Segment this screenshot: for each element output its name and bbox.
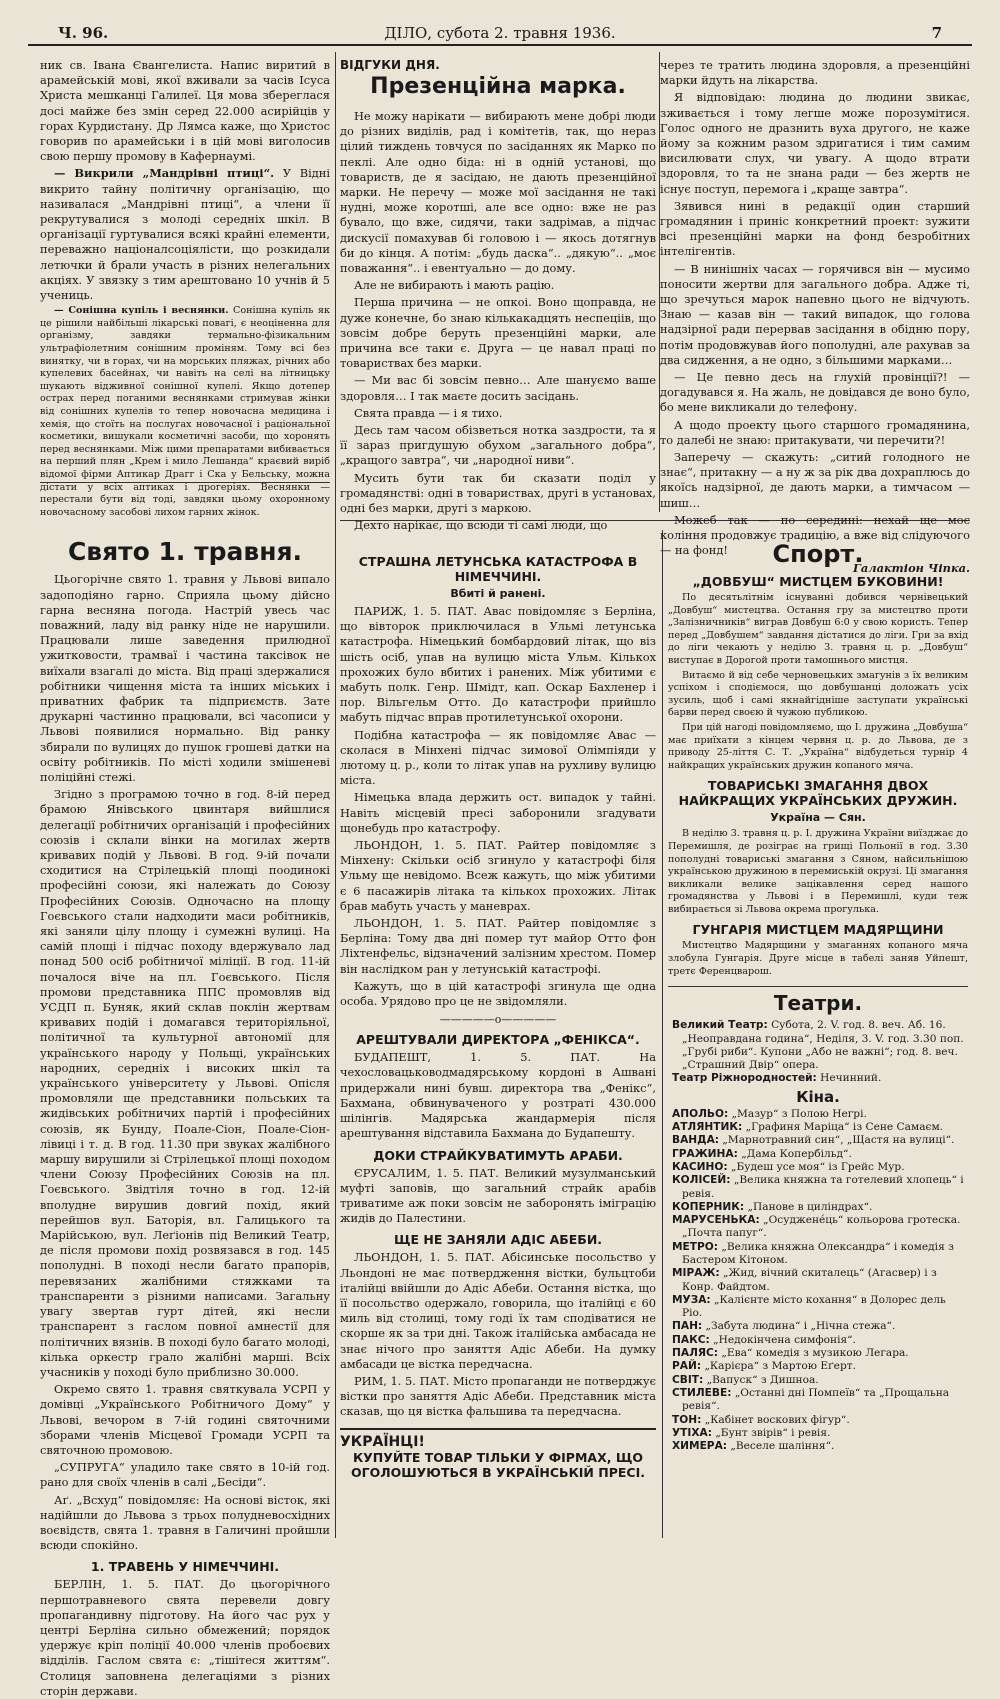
article-text: В неділю 3. травня ц. р. І. дружина України виїзджає до Перемишля, де розіграє на грищі Польонії в год. 3.30 пополудні товариські змагання з Сяном, найсильнішою українською дружиною в перемиській окрузі. Ці змагання викликали велике зацікавлення серед нашого громадянства у Львові і в Перемишлі, куди теж вибирається зі Львова окрема прогулька. — [668, 828, 968, 915]
cinema-program: „Графиня Маріца“ із Сене Самаєм. — [742, 1121, 944, 1134]
cinema-program: „Марнотравний син“, „Щастя на вулиці“. — [719, 1134, 955, 1147]
article-text: ПАРИЖ, 1. 5. ПАТ. Авас повідомляє з Берліна, що вівторок приключилася в Ульмі летунська катастрофа. Німецький бомбардовий літак, що віз шість осіб, упав на вулицю міста Ульм. Кількох прохожих було вбитих і ранених. Між убитими є мабуть полк. Генр. Шмідт, кап. Оскар Бахленер і пор. Вільгельм Отто. До катастрофи прийшло мабуть підчас вправ протилетунської охорони. — [340, 604, 656, 725]
cinema-listing — [668, 1294, 968, 1321]
cinema-listing — [668, 1121, 968, 1134]
cinema-name: МАРУСЕНЬКА: — [672, 1214, 760, 1227]
cinema-listing — [668, 1241, 968, 1268]
article-text: Не можу нарікати — вибирають мене добрі люди до різних виділів, рад і комітетів, так, що нераз цілий тиждень товчуся по засіданнях як Марко по пеклі. Але одно біда: ні в одній установі, що товариств, де я засідаю, не дають презенційної марки. Не перечу — може мої засідання не такі нудні, може коротші, але все одно: вже не раз бувало, що вже, сидячи, таки задрімав, а підчас дискусії помахував бі головою і — якось дотягнув би до кінця. А потім: „будь даска“.. „дякую“.. „моє поважання“.. і евентуально — до дому. — [340, 109, 656, 276]
author-signature: Галактіон Чіпка. — [853, 560, 970, 575]
article-text: Мистецтво Мадярщини у змаганнях копаного мяча злобула Гунгарія. Друге місце в табелі заняв Уйпешт, третє Ференцварош. — [668, 940, 968, 977]
cinema-name: АТЛЯНТИК: — [672, 1121, 743, 1134]
cinema-name: АПОЛЬО: — [672, 1107, 729, 1120]
column-rule — [335, 52, 336, 1538]
article-text: Заперечу — скажуть: „ситий голодного не знає“, притакну — а ну ж за рік два дохраплюсь до якоїсь надзірної, де дають марки, а тимчасом — шиш… — [660, 450, 970, 510]
article-text: — Це певно десь на глухій провінції?! — догадувався я. На жаль, не довідався де воно було, бо мене викликали до телефону. — [660, 370, 970, 415]
cinema-listing — [668, 1440, 968, 1453]
cinema-title: Кіна. — [796, 1087, 840, 1106]
feuilleton-title: Презенційна марка. — [370, 74, 626, 99]
article-text: Згідно з програмою точно в год. 8-ій перед брамою Янівського цвинтаря вийшлися делегації робітничих організацій і професійних союзів і склали вінки на могилах жертв кривавих подій у Львові. В год. 9-ій почали сходитися на Стрілецькій площі поодинокі професійні союзи, які належать до Союзу Професійних Союзів. Одночасно на площу Гоєвського стали надходити маси робітників, які заняли цілу площу і сумежні вулиці. На самій площі і підчас походу вдержувало лад понад 500 осіб робітничої міліції. В год. 11-ій почалося віче на пл. Гоєвського. Після промови представника ППС промовляв від УСДП п. Буняк, який склав поклін жертвам кривавих подій і домагався територіяльної, політичної та культурної автономії для українського народу у Польщі, українських народних, середніх і високих шкіл та українського університету у Львові. Опісля промовляли ще представники польських та жидівських робітничих партій і професійних союзів, як Бунду, Поале-Сіон, Поале-Сіон-лівиці і т. д. В год. 11.30 при звуках жалібного маршу вирушили зі Стрілецької площі походом члени Союзу Професійних Союзів на пл. Гоєвського. Звідтіля точно в год. 12-ій вполудне вирушив довгий похід, який перейшов вул. Баторія, вл. Галицького та Марійською, вул. Леґіонів під Великий Театр, де після промови похід розвязався в год. 145 пополудні. В поході несли багато прапорів, перевязаних жалібними стяжками та транспаренти з різними написами. Загальну увагу звертав гурт дітей, які несли транспарент з гаслом повної амнестії для політичних вязнів. В поході було багато молоді, кілька оркестр грало жалібні марші. Всіх учасників у поході було приблизно 30.000. — [40, 787, 330, 1379]
headline-arabs: ДОКИ СТРАЙКУВАТИМУТЬ АРАБИ. — [373, 1147, 623, 1163]
cinema-name: ВАНДА: — [672, 1134, 720, 1147]
article-text: Кажуть, що в цій катастрофі згинула ще одна особа. Урядово про це не звідомляли. — [340, 978, 656, 1009]
cinema-name: УТІХА: — [672, 1426, 712, 1439]
cinema-listing — [668, 1414, 968, 1427]
article-text: Витаємо й від себе черновецьких змагунів з їх великим успіхом і сподіємося, що довбушанці доложать усіх зусиль, щоб і самі якнайгідніше заступати українські барви перед своєю й чужою публикою. — [668, 669, 968, 719]
cinema-name: СВІТ: — [672, 1373, 704, 1386]
article-text: Німецька влада держить ост. випадок у тайні. Навіть місцевій пресі заборонили згадувати щонебудь про катастрофу. — [340, 790, 656, 835]
article-text: Подібна катастрофа — як повідомляє Авас — сколася в Мінхені підчас зимової Олімпіяди у лютому ц. р., коли то літак упав на рухливу вулицю міста. — [340, 727, 656, 788]
headline-hungaria: ГУНГАРІЯ МИСТЦЕМ МАДЯРЩИНИ — [692, 922, 944, 938]
cinema-name: КОПЕРНИК: — [672, 1200, 745, 1213]
cinema-listing — [668, 1148, 968, 1161]
subheadline-crash: Вбиті й ранені. — [450, 587, 546, 600]
article-text: Цьогорічне свято 1. травня у Львові випало задоподіяно гарно. Сприяла цьому дійсно гарна весняна погода. Настрій увесь час поважний, ладу від ранку ніде не нарушили. Працювали лише заведення прилюдної ужитковости, трамваї і частина таксівок не виїхали взагалі до міста. Від праці здержалися робітники чищення міста та інших міських і приватних фабрик та підприємств. Зате друкарні частинно працювали, всі часописи у Львові появилися нормально. Від ранку збирали по вулицях до пушок грошеві датки на освіту робітників. По місті ходили змішеневі поліційні стежі. — [40, 572, 330, 784]
cinema-program: „Велика княжна та готелевий хлопець“ і ревія. — [682, 1174, 964, 1200]
cinema-listing — [668, 1214, 968, 1241]
cinema-listing — [668, 1134, 968, 1147]
article-text: ЛЬОНДОН, 1. 5. ПАТ. Райтер повідомляє з Берліна: Тому два дні помер тут майор Отто фон Ліхтенфельс, відзначений залізним хрестом. Помер він наслідком ран у летунській катастрофі. — [340, 916, 656, 976]
section-label: ВІДГУКИ ДНЯ. — [340, 58, 440, 72]
headline-addis-ababa: ЩЕ НЕ ЗАНЯЛИ АДІС АБЕБИ. — [393, 1232, 603, 1248]
cinema-listing — [668, 1347, 968, 1360]
cinema-name: МІРАЖ: — [672, 1267, 720, 1280]
cinema-listing — [668, 1201, 968, 1214]
cinema-listing — [668, 1161, 968, 1174]
theatre-program: Субота, 2. V. год. 8. веч. Аб. 16. „Неоправдана година“, Неділя, 3. V. год. 3.30 поп. „Грубі риби“. Купони „Або не важні“; год. 8. веч. „Страшний Двір“ опера. — [682, 1019, 964, 1072]
page-number: 7 — [931, 24, 942, 42]
cinema-name: ХИМЕРА: — [672, 1440, 728, 1453]
cinema-program: „Панове в циліндрах“. — [744, 1200, 873, 1213]
theatre-name: Театр Ріжнородностей: — [672, 1072, 817, 1085]
issue-number: Ч. 96. — [58, 24, 109, 42]
headline-dovbush: „ДОВБУШ“ МИСТЦЕМ БУКОВИНИ! — [692, 574, 944, 589]
theatre-listing — [668, 1072, 968, 1085]
cinema-program: „Веселе шаління“. — [727, 1440, 835, 1453]
theatre-listing — [668, 1019, 968, 1072]
cinema-name: МЕТРО: — [672, 1240, 719, 1253]
article-text: „СУПРУГА“ уладило таке свято в 10-ій год. рано для своїх членів в салі „Бесіди“. — [40, 1460, 330, 1490]
subheading-germany: 1. ТРАВЕНЬ У НІМЕЧЧИНІ. — [90, 1559, 280, 1575]
article-text — [40, 166, 330, 303]
masthead-date: ДІЛО, субота 2. травня 1936. — [384, 24, 616, 42]
cinema-program: „Забута людина“ і „Нічна стежа“. — [702, 1320, 896, 1333]
cinema-listing — [668, 1108, 968, 1121]
cinema-program: „Жид, вічний скиталець“ (Агасвер) і з Конр. Файдтом. — [682, 1267, 937, 1293]
cinema-list — [668, 1108, 968, 1454]
cinema-name: ГРАЖИНА: — [672, 1147, 738, 1160]
article-text: Свята правда — і я тихо. — [354, 405, 503, 420]
article-text: Аґ. „Всхуд“ повідомляє: На основі вісток, які надійшли до Львова з трьох полудневосхідних воєвідств, свята 1. травня в Галичині пройшли всюди спокійно. — [40, 1492, 330, 1553]
cinema-program: „Карієра“ з Мартою Еґерт. — [701, 1360, 856, 1373]
headline-crash: СТРАШНА ЛЕТУНСЬКА КАТАСТРОФА В НІМЕЧЧИНІ. — [358, 554, 638, 584]
theatre-program: Нечинний. — [820, 1072, 882, 1085]
article-text: ЄРУСАЛИМ, 1. 5. ПАТ. Великий музулманський муфті заповів, що загальний страйк арабів триватиме аж поки зовсім не заборонять іміграцію жидів до Палестини. — [340, 1165, 656, 1226]
article-text: Окремо свято 1. травня святкувала УСРП у домівці „Українського Робітничого Дому“ у Львові, вечором в 7-ій годині святочними зборами членів Місцевої Громади УСРП та святочною промовою. — [40, 1382, 330, 1457]
cinema-program: „Велика княжна Олександра“ і комедія з Бастером Кітоном. — [682, 1240, 954, 1266]
article-lead: — Викрили „Мандрівні птиці“. — [54, 166, 275, 181]
cinema-listing — [668, 1334, 968, 1347]
theatre-name: Великий Театр: — [672, 1019, 768, 1032]
article-text: ник св. Івана Євангелиста. Напис виритий в арамейській мові, якої вживали за часів Ісуса Христа мешканці Галилеї. Ця мова збереглася досі майже без змін серед 22.000 асирійців у горах Курдистану. Др Лямса каже, що Христос говорив по арамейськи і в цій мові виголосив свою першу промову в Кафернаумі. — [40, 58, 330, 164]
separator: —————o————— — [439, 1013, 557, 1027]
article-text: — В нинішніх часах — горячився він — мусимо поносити жертви для загального добра. Адже ті, що зречуться марок напевно цього не відчують. Знаю — казав він — такий випадок, що голова надзірної ради перервав засідання в обідню пору, потім продовжував його пополудні, але рахував за два сидження, а не одно, з більшими марками… — [660, 261, 970, 367]
cinema-program: „Осуджене́ць“ кольорова гротеска. „Почта папуг“. — [682, 1214, 961, 1240]
article-text: Десь там часом обізветься нотка заздрости, та я її зараз пригдушую обухом „загального добра“, „кращого завтра“, чи „народної ниви“. — [340, 423, 656, 468]
page-header — [28, 22, 972, 46]
cinema-name: ПАЛЯС: — [672, 1347, 719, 1360]
sport-theatre-column — [668, 540, 968, 1538]
article-text: При цій нагоді повідомляємо, що І. дружина „Довбуша“ має приїхати з кінцем червня ц. р. до Львова, де з приводу 25-ліття С. Т. „Україна“ відбудеться турнір 4 найкращих українських дружин копаного мяча. — [668, 721, 968, 771]
cinema-name: РАЙ: — [672, 1360, 702, 1373]
cinema-program: „Будеш усе моя“ із Грейс Мур. — [727, 1160, 905, 1173]
cinema-name: ПАН: — [672, 1320, 703, 1333]
article-body: У Відні викрито тайну політичну організацію, що називалася „Мандрівні птиці“, а члени її рекрутувалися з молоді середніх шкіл. В організації гуртувалися всякі крайні елементи, переважно націоналсоціялісти, що розкидали летючки й брали участь в різних нелегальних акціях. У звязку з тим арештовано 10 учнів й 5 учениць. — [40, 166, 330, 303]
article-text: ЛЬОНДОН, 1. 5. ПАТ. Абісинське посольство у Льондоні не має потвердження вістки, бульцтоби італійці ввійшли до Адіс Абеби. Остання вістка, що її посольство одержало, говорила, що італійці є 60 миль від столиці, тому годі їх там сподіватися не скорше як за три дні. Також італійська амбасада не знає нічого про заняття Адіс Абеби. На думку амбасади це вістка передчасна. — [340, 1250, 656, 1371]
section-rule — [668, 986, 968, 987]
cinema-program: „Кабінет воскових фігур“. — [701, 1413, 850, 1426]
cinema-listing — [668, 1320, 968, 1333]
cinema-program: „Вапуск“ з Дишноа. — [703, 1373, 819, 1386]
headline-friendly-match: ТОВАРИСЬКІ ЗМАГАННЯ ДВОХ НАЙКРАЩИХ УКРАЇНСЬКИХ ДРУЖИН. — [678, 778, 958, 809]
article-body: Сонішна купіль як це рішили найбільші лікарські повагі, є неоціненна для організму, завдяки термально-фізикальним ультрафіолетним сонішним проміням. Тому всі без винятку, чи в горах, чи на морських пляжах, річних або купелевих басейнах, чи навіть на селі на літницьку шукають відживної сонішної купелі. Якщо дотепер острах перед поганими веснянками стримував жінки від сонішних купелів то тепер новочасна медицина і хемія, що стоїть на послугах новочасної і раціональної косметики, вишукали косметичні засоби, що хоронять перед веснянками. Між цими препаратами вибивається на перший плян „Крем і мило Лешанда“ краєвий виріб відомої фірми Аптикар Драгг і Ска у Бельську, можна дістати у всіх аптиках і дрогеріях. Веснянки — перестали бути від тоді, завдяки цьому охоронному новочасному засобові лихом гарних жінок. — [40, 305, 330, 518]
article-text: РИМ, 1. 5. ПАТ. Місто пропаганди не потверджує вістки про заняття Адіс Абеби. Представник міста сказав, що ця вістка фальшива та передчасна. — [340, 1373, 656, 1419]
headline-phoenix: АРЕШТУВАЛИ ДИРЕКТОРА „ФЕНІКСА“. — [356, 1032, 640, 1048]
cinema-listing — [668, 1267, 968, 1294]
article-text: Але не вибирають і мають рацію. — [354, 278, 555, 293]
cinema-program: „Недокінчена симфонія“. — [709, 1333, 856, 1346]
article-text: По десятьлітнім існуванні добився чернівецький „Довбуш“ мистецтва. Остання гру за мистецтво проти „Залізничників“ виграв Довбуш 6:0 у свою користь. Тепер перед „Довбушем“ завдання дістатися до ліги. Гри за вхід до ліги чекають у неділю 3. травня ц. р. „Довбуш“ виступає в Дорогой проти тамошнього мистця. — [668, 592, 968, 666]
subheadline-match: Україна — Сян. — [770, 811, 866, 825]
theatre-title: Театри. — [773, 991, 863, 1016]
cinema-listing — [668, 1174, 968, 1201]
cinema-program: „Калієнте місто кохання“ в Долорес дель Ріо. — [682, 1293, 946, 1320]
article-text: — Ми вас бі зовсім певно… Але шануємо ваше здоровля… І так маєте досить засідань. — [340, 373, 656, 403]
cinema-name: ТОН: — [672, 1413, 702, 1426]
article-text: БЕРЛІН, 1. 5. ПАТ. До цьогорічного першотравневого свята перевели довгу пропагандивну підготову. На його час рух у центрі Берліна сильно обмежений; порядок удержує кріп поліції 40.000 членів пробоєвих відділів. Гаслом свята є: „тішітеся життям“. Столиця заповнена делегаціями з різних сторін держави. — [40, 1577, 330, 1698]
column-rule — [662, 530, 663, 1538]
article-text: Мусить бути так би сказати поділ у громадянстві: одні в товариствах, другі в установах, одні без марки, другі з маркою. — [340, 470, 656, 516]
article-text: Зявився нині в редакції один старший громадянин і приніс конкретний проект: зужити всі презенційні марки на фонд безробітних інтелігентів. — [660, 198, 970, 259]
article-title-may-day: Свято 1. травня. — [67, 537, 303, 567]
cinema-name: КОЛІСЕЙ: — [672, 1174, 731, 1187]
cinema-program: „Мазур“ з Полою Негрі. — [728, 1107, 867, 1120]
article-lead: — Сонішна купіль і веснянки. — [54, 305, 229, 317]
column-1 — [40, 58, 330, 1698]
article-text: ЛЬОНДОН, 1. 5. ПАТ. Райтер повідомляє з Мінхену: Скільки осіб згинуло у катастрофі біля Ульму ще невідомо. Всеж кажуть, що між убитими є 6 пасажирів літака та кількох прохожих. Літак брав мабуть участь у маневрах. — [340, 838, 656, 913]
cinema-name: ПАКС: — [672, 1333, 710, 1346]
cinema-listing — [668, 1387, 968, 1414]
article-text: Перша причина — не опкоі. Воно щоправда, не дуже конечне, бо знаю кількакадцять неспеціів, що зовсім добре беруть презенційні марки, але причина все таки є. Друга — це навал праці по товариствах без марки. — [340, 295, 656, 371]
article-text: через те тратить людина здоровля, а презенційні марки йдуть на лікарства. — [660, 58, 970, 88]
cinema-program: „Ева“ комедія з музикою Легара. — [718, 1347, 909, 1360]
cinema-name: МУЗА: — [672, 1293, 711, 1306]
cinema-name: КАСИНО: — [672, 1160, 728, 1173]
cinema-program: „Останні дні Помпеїв“ та „Прощальна ревія“. — [682, 1386, 950, 1413]
cinema-name: СТИЛЕВЕ: — [672, 1386, 732, 1399]
advertorial-text — [40, 305, 330, 519]
article-text: Я відповідаю: людина до людини звикає, зживається і тому легше може порозумітися. Голос одного не дразнить вуха другого, не каже йому за кожним разом здригатися і тим самим висилювати слух, чи увагу. А щодо втрати здоровля, то та не знана ради — без жертв не існує поступ, перемога і „краще завтра“. — [660, 90, 970, 196]
article-text: А щодо проекту цього старшого громадянина, то далебі не знаю: притакувати, чи перечити?! — [660, 417, 970, 447]
cinema-listing — [668, 1427, 968, 1440]
article-text: Дехто нарікає, що всюди ті самі люди, що — [354, 518, 608, 533]
ad-text: КУПУЙТЕ ТОВАР ТІЛЬКИ У ФІРМАХ, ЩО ОГОЛОШУЮТЬСЯ В УКРАЇНСЬКІЙ ПРЕСІ. — [351, 1449, 645, 1480]
cinema-listing — [668, 1374, 968, 1387]
advertisement-box — [340, 1428, 656, 1480]
ad-heading: УКРАЇНЦІ! — [340, 1433, 425, 1450]
sport-title: Спорт. — [772, 540, 864, 568]
cinema-program: „Дама Копербільд“. — [737, 1147, 852, 1160]
news-column — [340, 548, 656, 1538]
cinema-listing — [668, 1360, 968, 1373]
cinema-program: „Бунт звірів“ і ревія. — [711, 1426, 831, 1439]
column-2 — [340, 58, 656, 538]
article-text: Можеб так — по середині: нехай ще моє коління продовжує традицію, а вже від слідуючого — на фонд! — [660, 512, 970, 558]
article-text: БУДАПЕШТ, 1. 5. ПАТ. На чехословацьководмадярському кордоні в Ашвані придержали нині бувш. директора тва „Фенікс“, Бахмана, обвинуваченого у розтраті 430.000 шілінгів. Мадярська жандармерія після арештування відставила Бахмана до Будапешту. — [340, 1050, 656, 1141]
